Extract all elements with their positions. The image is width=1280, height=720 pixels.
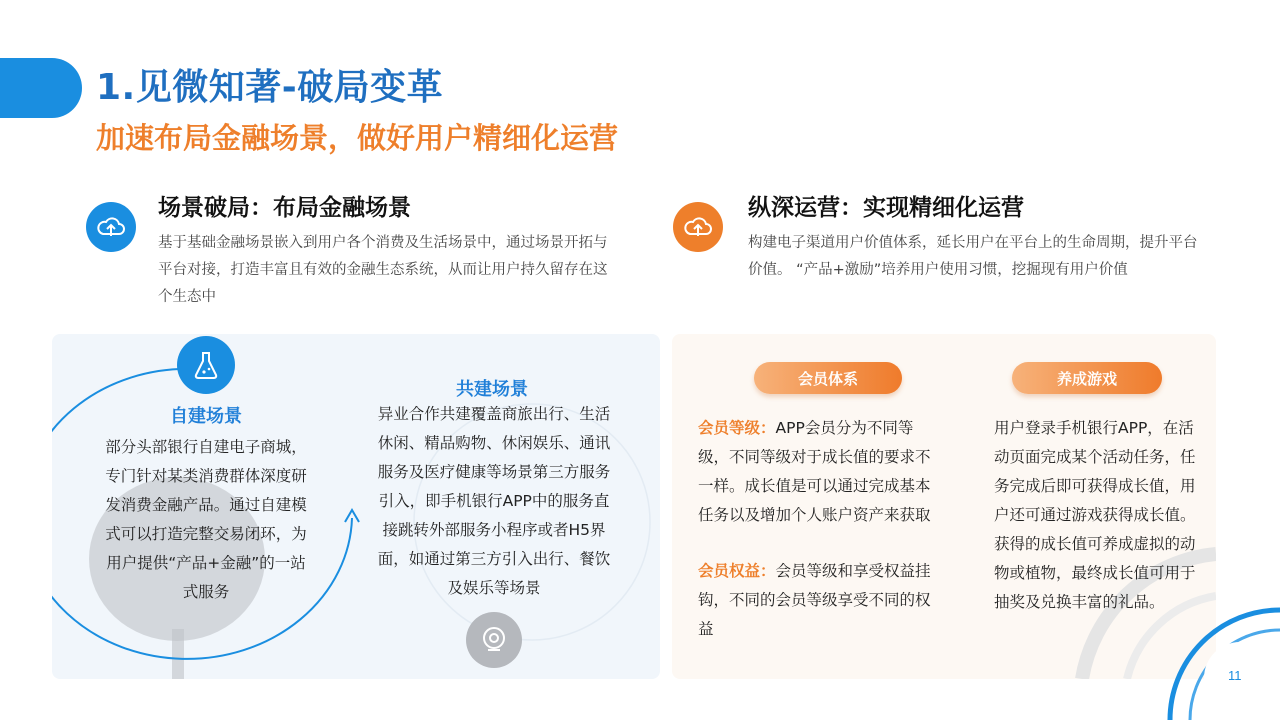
left-accent-tab [0,58,82,118]
flask-icon [177,336,235,394]
member-rights-text: 会员等级和享受权益挂钩，不同的会员等级享受不同的权益 [698,562,931,638]
self-built-heading: 自建场景 [170,406,242,427]
member-level-text: APP会员分为不同等级，不同等级对于成长值的要求不一样。成长值是可以通过完成基本任务以及增加个人账户资产来获取 [698,419,931,524]
section-desc-operation: 构建电子渠道用户价值体系，延长用户在平台上的生命周期，提升平台价值。 “产品+激励”培养用户使用习惯，挖掘现有用户价值 [748,235,1198,278]
growth-game-text: 用户登录手机银行APP，在活动页面完成某个活动任务，任务完成后即可获得成长值，用户还可通过游戏获得成长值。获得的成长值可养成虚拟的动物或植物，最终成长值可用于抽奖及兑换丰富的礼品。 [994,419,1196,611]
section-desc-scene: 基于基础金融场景嵌入到用户各个消费及生活场景中，通过场景开拓与平台对接，打造丰富且有效的金融生态系统，从而让用户持久留存在这个生态中 [158,235,608,305]
page-subtitle: 加速布局金融场景，做好用户精细化运营 [96,121,619,155]
cloud-upload-icon [86,202,136,252]
section-title-scene: 场景破局：布局金融场景 [158,195,411,221]
member-level-block [698,414,944,530]
member-system-pill: 会员体系 [754,362,902,394]
co-built-heading: 共建场景 [456,379,528,400]
corner-ring-decoration [1150,590,1280,720]
member-rights-label: 会员权益： [698,562,776,580]
section-title-operation: 纵深运营：实现精细化运营 [748,195,1024,221]
growth-game-pill: 养成游戏 [1012,362,1162,394]
webcam-icon [466,612,522,668]
self-built-text: 部分头部银行自建电子商城，专门针对某类消费群体深度研发消费金融产品。通过自建模式可以打造完整交易闭环，为用户提供“产品+金融”的一站式服务 [105,438,307,601]
scene-panel [52,334,660,679]
co-built-text: 异业合作共建覆盖商旅出行、生活休闲、精品购物、休闲娱乐、通讯服务及医疗健康等场景第三方服务引入，即手机银行APP中的服务直接跳转外部服务小程序或者H5界面，如通过第三方引入出行、餐饮及娱乐等场景 [377,405,611,597]
cloud-upload-icon [673,202,723,252]
member-rights-block [698,557,944,644]
page-number: 11 [1228,668,1242,683]
page-title: 1.见微知著-破局变革 [96,67,444,108]
member-level-label: 会员等级： [698,419,776,437]
operation-panel [672,334,1216,679]
